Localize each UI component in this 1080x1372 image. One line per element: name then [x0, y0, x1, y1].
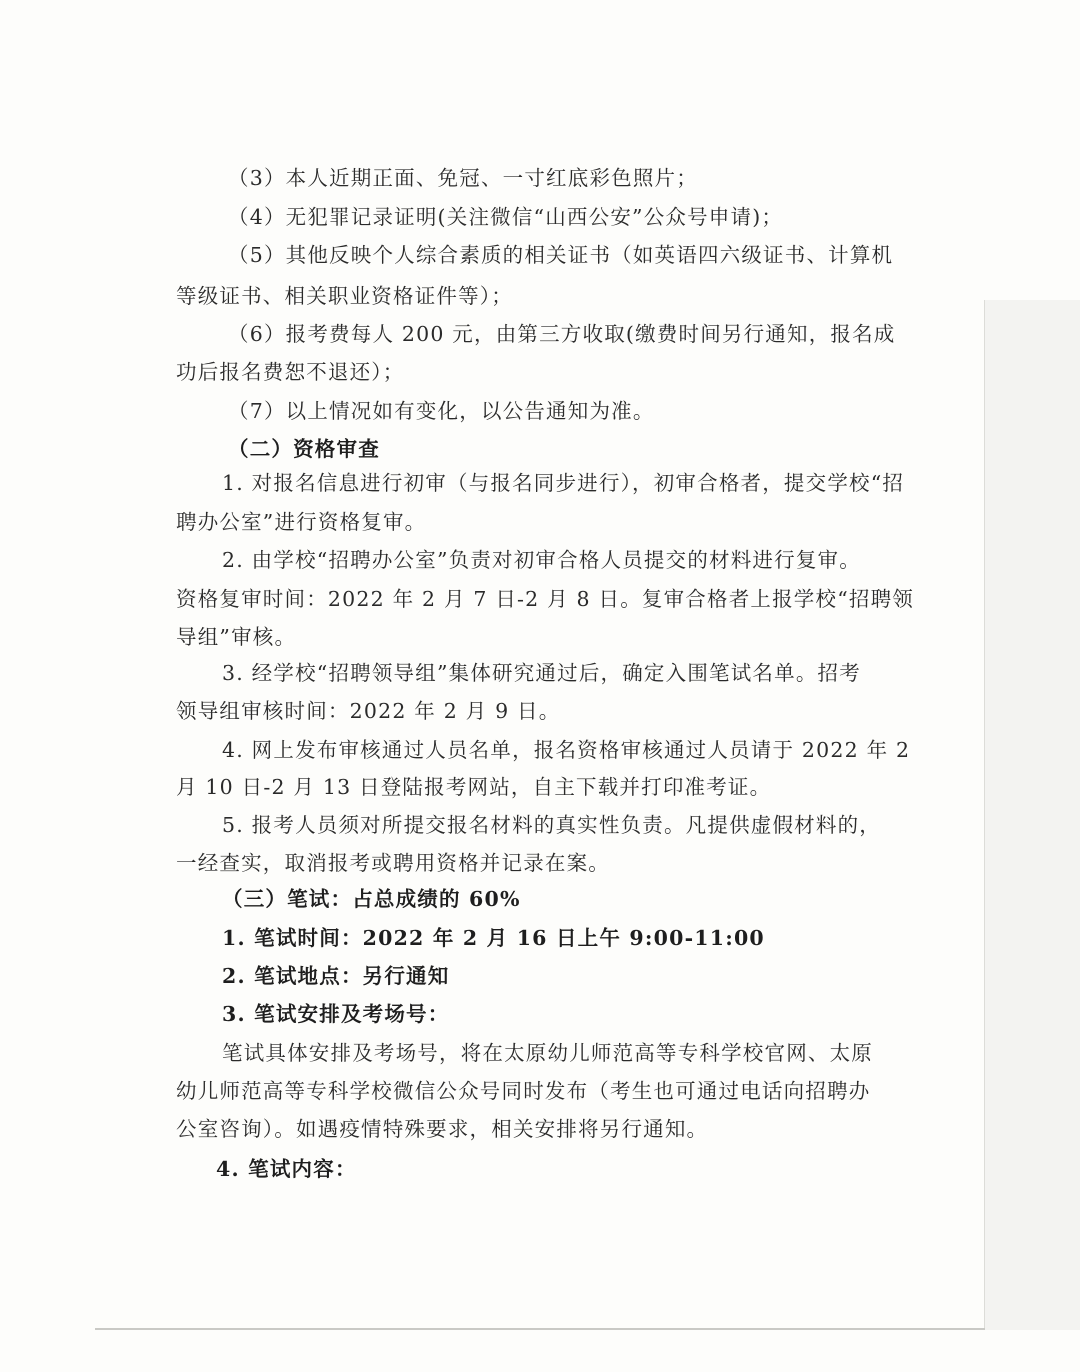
body-text-line: 5. 报考人员须对所提交报名材料的真实性负责。凡提供虚假材料的，	[222, 813, 881, 837]
section-heading-line: 2. 笔试地点：另行通知	[222, 964, 450, 988]
body-text-line: （7）以上情况如有变化，以公告通知为准。	[228, 399, 655, 423]
body-text-line: 月 10 日-2 月 13 日登陆报考网站，自主下载并打印准考证。	[176, 775, 772, 799]
section-heading-line: （二）资格审查	[228, 437, 380, 461]
body-text-line: 幼儿师范高等专科学校微信公众号同时发布（考生也可通过电话向招聘办	[176, 1079, 871, 1103]
scan-bottom-edge	[95, 1328, 985, 1330]
body-text-line: 一经查实，取消报考或聘用资格并记录在案。	[176, 851, 610, 875]
section-heading-line: 4. 笔试内容：	[216, 1157, 357, 1181]
section-heading-line: 1. 笔试时间：2022 年 2 月 16 日上午 9:00-11:00	[222, 926, 765, 950]
section-heading-line: 3. 笔试安排及考场号：	[222, 1002, 450, 1026]
body-text-line: 3. 经学校“招聘领导组”集体研究通过后，确定入围笔试名单。招考	[222, 661, 861, 685]
body-text-line: （6）报考费每人 200 元，由第三方收取(缴费时间另行通知，报名成	[228, 322, 896, 346]
body-text-line: 功后报名费恕不退还）；	[176, 360, 405, 384]
body-text-line: 领导组审核时间：2022 年 2 月 9 日。	[176, 699, 561, 723]
body-text-line: 1. 对报名信息进行初审（与报名同步进行），初审合格者，提交学校“招	[222, 471, 905, 495]
body-text-line: 4. 网上发布审核通过人员名单，报名资格审核通过人员请于 2022 年 2	[222, 738, 911, 762]
body-text-line: 资格复审时间：2022 年 2 月 7 日-2 月 8 日。复审合格者上报学校“招聘领	[176, 587, 914, 611]
scan-page-edge	[984, 300, 1080, 1330]
body-text-line: 导组”审核。	[176, 625, 297, 649]
body-text-line: （3）本人近期正面、免冠、一寸红底彩色照片；	[228, 166, 698, 190]
body-text-line: 等级证书、相关职业资格证件等）；	[176, 284, 513, 308]
body-text-line: 公室咨询）。如遇疫情特殊要求，相关安排将另行通知。	[176, 1117, 709, 1141]
body-text-line: 聘办公室”进行资格复审。	[176, 510, 427, 534]
body-text-line: 2. 由学校“招聘办公室”负责对初审合格人员提交的材料进行复审。	[222, 548, 861, 572]
section-heading-line: （三）笔试：占总成绩的 60%	[222, 887, 521, 911]
body-text-line: 笔试具体安排及考场号，将在太原幼儿师范高等专科学校官网、太原	[222, 1041, 873, 1065]
body-text-line: （5）其他反映个人综合素质的相关证书（如英语四六级证书、计算机	[228, 243, 894, 267]
body-text-line: （4）无犯罪记录证明(关注微信“山西公安”公众号申请)；	[228, 205, 784, 229]
